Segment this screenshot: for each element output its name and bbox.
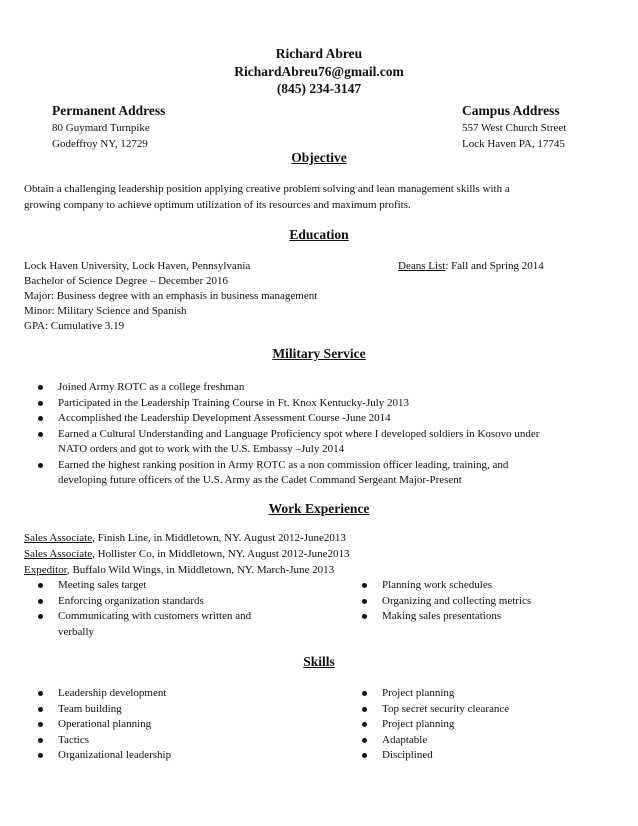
list-item: Joined Army ROTC as a college freshman (34, 380, 539, 396)
candidate-email: RichardAbreu76@gmail.com (234, 64, 404, 79)
list-item: Team building (34, 702, 171, 718)
job-details: , Finish Line, in Middletown, NY. August 2012-June2013 (92, 532, 346, 544)
list-item: Operational planning (34, 717, 171, 733)
work-heading: Work Experience (268, 501, 370, 516)
list-item: Project planning (358, 686, 509, 702)
job-title: Sales Associate (24, 548, 93, 560)
job-3 (24, 564, 334, 576)
list-item: Disciplined (358, 748, 509, 764)
list-item: Making sales presentations (358, 609, 531, 625)
list-item: Meeting sales target (34, 578, 251, 594)
job-2 (24, 548, 350, 560)
military-heading: Military Service (272, 346, 366, 361)
list-item: Adaptable (358, 733, 509, 749)
job-details: , Hollister Co, in Middletown, NY. August 2012-June2013 (92, 548, 350, 560)
list-item (34, 427, 539, 458)
deans-list-label: Deans List (398, 260, 446, 272)
skills-right (358, 686, 509, 764)
list-item: Project planning (358, 717, 509, 733)
list-item-line: NATO orders and got to work with the U.S. Embassy –July 2014 (58, 443, 345, 455)
skills-left (34, 686, 171, 764)
job-1 (24, 532, 346, 544)
list-item: Planning work schedules (358, 578, 531, 594)
list-item-line: Earned a Cultural Understanding and Language Proficiency spot where I developed soldiers in Kosovo under (58, 427, 540, 440)
list-item: Accomplished the Leadership Development Assessment Course -June 2014 (34, 411, 539, 427)
campus-address-heading: Campus Address (462, 103, 560, 118)
list-item (34, 458, 539, 489)
job-title: Expeditor (24, 564, 67, 576)
candidate-phone: (845) 234-3147 (276, 81, 362, 96)
work-duties-left (34, 578, 251, 640)
skills-heading: Skills (303, 654, 335, 669)
list-item: Leadership development (34, 686, 171, 702)
military-list (34, 380, 539, 489)
list-item-line: Communicating with customers written and (58, 610, 252, 622)
work-duties-right (358, 578, 531, 625)
list-item-line: verbally (58, 625, 95, 638)
objective-line1: Obtain a challenging leadership position applying creative problem solving and lean management skills with a (24, 183, 510, 195)
list-item: Enforcing organization standards (34, 594, 251, 610)
job-details: , Buffalo Wild Wings, in Middletown, NY. March-June 2013 (66, 564, 335, 576)
permanent-address-line1: 80 Guymard Turnpike (52, 122, 150, 134)
candidate-name: Richard Abreu (275, 46, 363, 61)
list-item: Top secret security clearance (358, 702, 509, 718)
list-item-line: Earned the highest ranking position in Army ROTC as a non commission officer leading, training, and (58, 458, 509, 471)
education-major: Major: Business degree with an emphasis in business management (24, 290, 318, 302)
deans-list-value: : Fall and Spring 2014 (445, 260, 544, 272)
objective-heading: Objective (291, 150, 347, 165)
list-item (34, 609, 251, 640)
education-minor: Minor: Military Science and Spanish (24, 305, 187, 317)
permanent-address-line2: Godeffroy NY, 12729 (52, 138, 148, 150)
education-university: Lock Haven University, Lock Haven, Pennsylvania (24, 260, 251, 272)
education-heading: Education (289, 227, 349, 242)
education-degree: Bachelor of Science Degree – December 2016 (24, 275, 229, 287)
education-gpa: GPA: Cumulative 3.19 (24, 320, 125, 332)
permanent-address-heading: Permanent Address (52, 103, 166, 118)
list-item: Organizing and collecting metrics (358, 594, 531, 610)
list-item: Participated in the Leadership Training Course in Ft. Knox Kentucky-July 2013 (34, 396, 539, 412)
list-item: Organizational leadership (34, 748, 171, 764)
deans-list (398, 260, 544, 272)
objective-line2: growing company to achieve optimum utilization of its resources and maximum profits. (24, 199, 411, 211)
list-item: Tactics (34, 733, 171, 749)
campus-address-line1: 557 West Church Street (462, 122, 567, 134)
campus-address-line2: Lock Haven PA, 17745 (462, 138, 565, 150)
job-title: Sales Associate (24, 532, 93, 544)
list-item-line: developing future officers of the U.S. Army as the Cadet Command Sergeant Major-Present (58, 474, 462, 486)
